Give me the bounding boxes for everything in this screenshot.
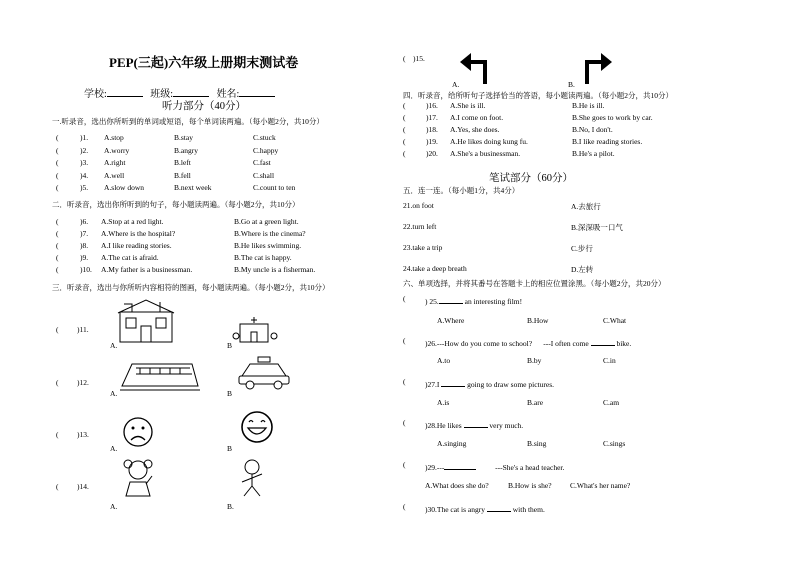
- answer-paren[interactable]: (: [56, 158, 59, 167]
- question-number: )26.: [425, 339, 437, 348]
- question-text: [425, 336, 631, 348]
- option-a[interactable]: A.: [110, 444, 118, 453]
- part5-instruction: 五．连一连。（每小题1分，共4分）: [403, 186, 520, 195]
- option-a[interactable]: A.singing: [437, 439, 467, 448]
- option-a[interactable]: A.She is ill.: [450, 101, 486, 110]
- item-number: )7.: [80, 229, 89, 238]
- question-prefix: ---How do you come to school? ---I often come: [436, 339, 591, 348]
- question-text: [425, 418, 523, 430]
- answer-paren[interactable]: (: [56, 241, 59, 250]
- option-b[interactable]: B: [227, 341, 233, 350]
- match-left[interactable]: 22.turn left: [403, 222, 437, 231]
- train-picture: [120, 356, 200, 392]
- option-b[interactable]: B.He likes swimming.: [234, 241, 302, 250]
- question-number: )28.He likes: [425, 421, 464, 430]
- item-number: )10.: [80, 265, 92, 274]
- item-number: )19.: [426, 137, 438, 146]
- question-suffix: an interesting film!: [462, 297, 523, 306]
- match-right[interactable]: B.深深吸一口气: [571, 223, 623, 232]
- option-b[interactable]: B.next week: [174, 183, 212, 192]
- option-b[interactable]: B.Go at a green light.: [234, 217, 299, 226]
- option-a[interactable]: A.is: [437, 398, 450, 407]
- option-b[interactable]: B.My uncle is a fisherman.: [234, 265, 316, 274]
- part3-instruction: 三．听录音，选出与你所听内容相符的图画，每小题读两遍。（每小题2分，共10分）: [52, 283, 330, 292]
- question-text: [425, 502, 545, 514]
- item15-b: B.: [568, 80, 575, 89]
- option-a[interactable]: A.: [110, 341, 118, 350]
- option-a[interactable]: A.I come on foot.: [450, 113, 504, 122]
- hospital-picture: [232, 316, 280, 344]
- answer-paren[interactable]: (: [56, 133, 59, 142]
- item-number: )17.: [426, 113, 438, 122]
- option-b[interactable]: B.are: [527, 398, 544, 407]
- question-suffix: ---She's a head teacher.: [476, 463, 565, 472]
- match-left[interactable]: 23.take a trip: [403, 243, 443, 252]
- option-c[interactable]: C.shall: [253, 171, 275, 180]
- option-b[interactable]: B.sing: [527, 439, 547, 448]
- option-b[interactable]: B.I like reading stories.: [572, 137, 643, 146]
- sad-face-icon: [122, 416, 154, 448]
- question-number: )29.---: [425, 463, 445, 472]
- part1-instruction: 一.听录音，选出你所听到的单词或短语，每个单词读两遍。（每小题2分，共10分）: [52, 117, 324, 126]
- option-b[interactable]: B.How is she?: [508, 481, 552, 490]
- item-number: )18.: [426, 125, 438, 134]
- girl-with-microphone-picture: [118, 458, 158, 500]
- option-a[interactable]: A.The cat is afraid.: [101, 253, 159, 262]
- answer-blank[interactable]: [487, 502, 511, 512]
- answer-paren[interactable]: (: [56, 183, 59, 192]
- item15-row: ( )15.: [403, 54, 425, 63]
- option-a[interactable]: A.: [110, 502, 118, 511]
- answer-paren[interactable]: (: [56, 253, 59, 262]
- match-left[interactable]: 21.on foot: [403, 201, 434, 210]
- answer-paren[interactable]: (: [56, 325, 59, 334]
- question-text: [425, 377, 554, 389]
- answer-paren[interactable]: (: [56, 171, 59, 180]
- item-number: )13.: [77, 430, 89, 439]
- option-a[interactable]: A.: [110, 389, 118, 398]
- question-number: )27.I: [425, 380, 442, 389]
- house-picture: [116, 298, 176, 344]
- answer-paren[interactable]: (: [403, 113, 406, 122]
- turn-left-arrow-icon: [458, 50, 494, 84]
- item-number: )12.: [77, 378, 89, 387]
- question-suffix: going to draw some pictures.: [465, 380, 554, 389]
- option-c[interactable]: C.count to ten: [253, 183, 296, 192]
- item-number: )3.: [80, 158, 89, 167]
- name-label: 姓名:: [216, 89, 240, 100]
- option-b[interactable]: B.The cat is happy.: [234, 253, 292, 262]
- answer-paren[interactable]: (: [403, 460, 406, 469]
- match-right[interactable]: C.步行: [571, 244, 593, 253]
- answer-blank[interactable]: [464, 418, 488, 428]
- answer-paren[interactable]: (: [403, 418, 406, 427]
- item-number: )4.: [80, 171, 89, 180]
- option-a[interactable]: A.Where: [437, 316, 465, 325]
- option-b[interactable]: B.fell: [174, 171, 191, 180]
- option-c[interactable]: C.in: [603, 356, 616, 365]
- match-right[interactable]: A.去旅行: [571, 202, 601, 211]
- item-number: )9.: [80, 253, 89, 262]
- item-number: )5.: [80, 183, 89, 192]
- answer-paren[interactable]: (: [56, 430, 59, 439]
- question-suffix: bike.: [614, 339, 632, 348]
- answer-blank[interactable]: [441, 377, 465, 387]
- item15-a: A.: [452, 80, 460, 89]
- item-number: )20.: [426, 149, 438, 158]
- item-number: )6.: [80, 217, 89, 226]
- option-c[interactable]: C.happy: [253, 146, 279, 155]
- answer-paren[interactable]: (: [56, 146, 59, 155]
- part6-instruction: 六、单项选择，并将其番号在答题卡上的相应位置涂黑。（每小题2分，共20分）: [403, 279, 666, 288]
- class-blank[interactable]: [173, 87, 209, 97]
- option-a[interactable]: A.Yes, she does.: [450, 125, 500, 134]
- answer-paren[interactable]: (: [56, 265, 59, 274]
- option-c[interactable]: C.stuck: [253, 133, 276, 142]
- writing-header: 笔试部分（60分）: [489, 173, 573, 184]
- question-text: [425, 460, 564, 472]
- name-blank[interactable]: [239, 87, 275, 97]
- item-number: )11.: [77, 325, 89, 334]
- option-b[interactable]: B.angry: [174, 146, 198, 155]
- option-b[interactable]: B: [227, 444, 233, 453]
- question-text: [425, 294, 522, 306]
- item15-num: )15.: [413, 54, 425, 63]
- option-c[interactable]: C.fast: [253, 158, 271, 167]
- answer-paren[interactable]: (: [403, 336, 406, 345]
- option-b[interactable]: B.No, I don't.: [572, 125, 613, 134]
- answer-paren[interactable]: (: [403, 101, 406, 110]
- question-suffix: very much.: [487, 421, 524, 430]
- answer-blank[interactable]: [439, 294, 463, 304]
- option-a[interactable]: A.worry: [104, 146, 130, 155]
- option-a[interactable]: A.What does she do?: [425, 481, 489, 490]
- option-a[interactable]: A.She's a businessman.: [450, 149, 521, 158]
- option-b[interactable]: B.: [227, 502, 234, 511]
- option-b[interactable]: B.left: [174, 158, 191, 167]
- item-number: )16.: [426, 101, 438, 110]
- option-b[interactable]: B.She goes to work by car.: [572, 113, 653, 122]
- option-b[interactable]: B.He's a pilot.: [572, 149, 615, 158]
- question-number: )30.The cat is angry: [425, 505, 487, 514]
- option-b[interactable]: B.stay: [174, 133, 193, 142]
- option-b[interactable]: B.He is ill.: [572, 101, 605, 110]
- option-a[interactable]: A.Where is the hospital?: [101, 229, 176, 238]
- option-c[interactable]: C.What's her name?: [570, 481, 631, 490]
- item-number: )1.: [80, 133, 89, 142]
- page-title: PEP(三起)六年级上册期末测试卷: [109, 55, 299, 70]
- school-blank[interactable]: [107, 87, 143, 97]
- item-number: )14.: [77, 482, 89, 491]
- answer-paren[interactable]: (: [403, 137, 406, 146]
- option-c[interactable]: C.am: [603, 398, 620, 407]
- option-c[interactable]: C.What: [603, 316, 627, 325]
- taxi-picture: [236, 356, 292, 390]
- answer-blank[interactable]: [591, 336, 615, 346]
- answer-paren[interactable]: (: [56, 482, 59, 491]
- laughing-face-icon: [240, 410, 274, 444]
- option-a[interactable]: A.well: [104, 171, 125, 180]
- match-right[interactable]: D.左转: [571, 265, 594, 274]
- school-label: 学校:: [84, 89, 107, 100]
- option-a[interactable]: A.to: [437, 356, 451, 365]
- option-a[interactable]: A.Stop at a red light.: [101, 217, 164, 226]
- option-a[interactable]: A.slow down: [104, 183, 145, 192]
- option-a[interactable]: A.right: [104, 158, 126, 167]
- option-b[interactable]: B.by: [527, 356, 542, 365]
- item-number: )2.: [80, 146, 89, 155]
- running-kid-picture: [236, 458, 268, 500]
- option-b[interactable]: B: [227, 389, 233, 398]
- option-a[interactable]: A.My father is a businessman.: [101, 265, 193, 274]
- question-number: ) 25.: [425, 297, 439, 306]
- item-number: )8.: [80, 241, 89, 250]
- answer-paren[interactable]: (: [56, 229, 59, 238]
- answer-paren[interactable]: (: [56, 217, 59, 226]
- answer-paren[interactable]: (: [403, 149, 406, 158]
- answer-paren[interactable]: (: [403, 294, 406, 303]
- answer-paren[interactable]: (: [56, 378, 59, 387]
- class-label: 班级:: [150, 89, 174, 100]
- option-b[interactable]: B.Where is the cinema?: [234, 229, 306, 238]
- part2-instruction: 二．听录音，选出你所听到的句子，每小题读两遍。（每小题2分，共10分）: [52, 200, 300, 209]
- match-left[interactable]: 24.take a deep breath: [403, 264, 467, 273]
- answer-paren[interactable]: (: [403, 502, 406, 511]
- answer-blank[interactable]: [444, 460, 476, 470]
- option-a[interactable]: A.stop: [104, 133, 124, 142]
- option-a[interactable]: A.I like reading stories.: [101, 241, 172, 250]
- turn-right-arrow-icon: [578, 50, 614, 84]
- option-a[interactable]: A.He likes doing kung fu.: [450, 137, 528, 146]
- part4-instruction: 四．听录音，给所听句子选择恰当的答语，每小题读两遍。（每小题2分，共10分）: [403, 91, 673, 100]
- listening-header: 听力部分（40分）: [162, 101, 246, 112]
- option-c[interactable]: C.sings: [603, 439, 626, 448]
- option-b[interactable]: B.How: [527, 316, 549, 325]
- question-suffix: with them.: [510, 505, 545, 514]
- answer-paren[interactable]: (: [403, 377, 406, 386]
- answer-paren[interactable]: (: [403, 125, 406, 134]
